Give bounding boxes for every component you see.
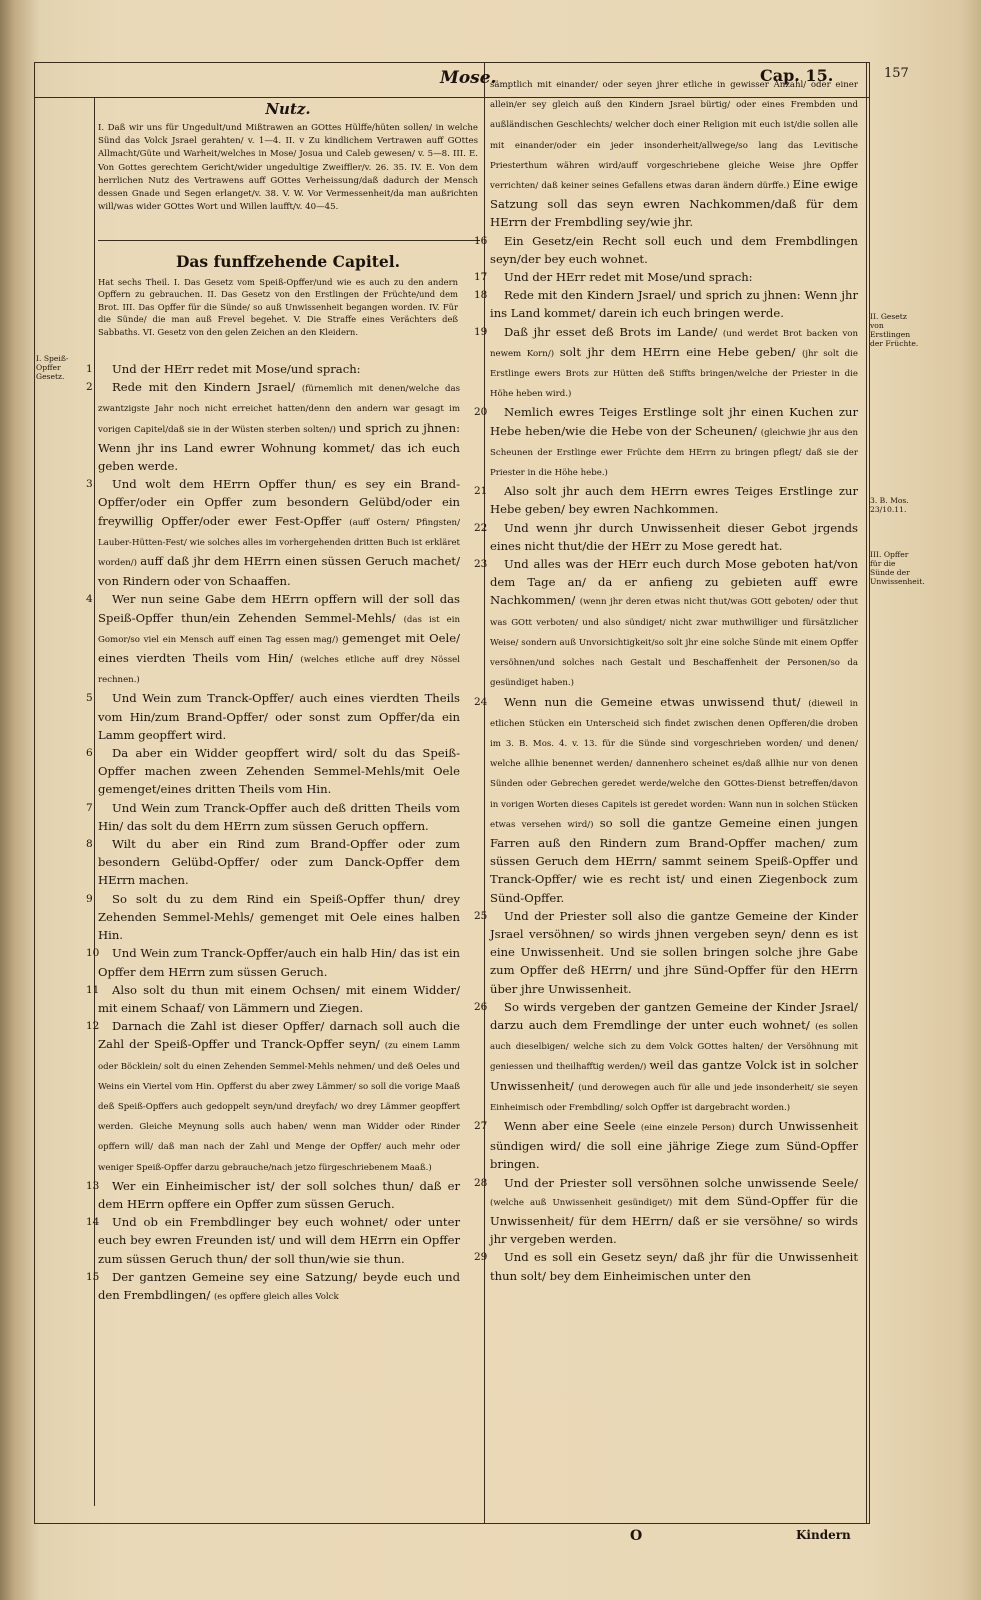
verse-number: 8 [86, 838, 93, 851]
verse [474, 998, 858, 1117]
nutz-rule [98, 240, 480, 241]
verse [86, 799, 460, 835]
right-text-column [474, 74, 859, 1494]
verse-text: Rede mit den Kindern Jsrael/ und sprich zu jhnen: Wenn jhr ins Land kommet/ darein ich euch bringen werde. [490, 288, 858, 321]
verse-number: 18 [474, 289, 488, 302]
verse-text: gemenget mit Oele/ eines vierdten Theils vom Hin/ [98, 630, 461, 666]
verse-text: Und der HErr redet mit Mose/und sprach: [504, 270, 753, 285]
verse-number: 11 [86, 983, 100, 996]
verse-number: 19 [474, 325, 488, 338]
verse-number: 21 [474, 485, 488, 498]
verse-text: Wenn aber eine Seele [504, 1118, 641, 1133]
verse-text: Daß jhr esset deß Brots im Lande/ [504, 324, 723, 339]
verse-text: Und der Priester soll also die gantze Gemeine der Kinder Jsrael versöhnen/ so wirds jhnen vergeben seyn/ denn es ist eine Unwissenheit. Und sie sollen bringen solche jhre Gabe zum Opffer deß HErrn/ und jhre Sünd-Opffer für den HErrn über jhre Unwissenheit. [490, 908, 858, 996]
verse-number: 2 [86, 381, 93, 394]
verse-text: Und wenn jhr durch Unwissenheit dieser Gebot jrgends eines nicht thut/die der HErr zu Mose geredt hat. [490, 520, 858, 553]
verse-number: 23 [474, 558, 488, 571]
verse-text: weil das gantze Volck ist in solcher Unwissenheit/ [490, 1058, 858, 1093]
verse-number: 9 [86, 892, 93, 905]
verse-number: 29 [474, 1251, 488, 1264]
chapter-title: Das funffzehende Capitel. [175, 252, 401, 271]
verse [86, 590, 461, 689]
verse-number: 17 [474, 271, 488, 284]
verse-number: 28 [474, 1176, 488, 1189]
verse [474, 693, 858, 907]
verse-gloss: (welche auß Unwissenheit gesündiget/) [490, 1197, 679, 1208]
verse-number: 15 [86, 1270, 100, 1283]
verse-text: Und es soll ein Gesetz seyn/ daß jhr für die Unwissenheit thun solt/ bey dem Einheimischen unter den [490, 1250, 858, 1283]
nutz-text: I. Daß wir uns für Ungedult/und Mißtrawen an GOttes Hülffe/hüten sollen/ in welche Sünd das Volck Jsrael gerahten/ v. 1—4. II. v Zu kindlichem Vertrawen auff GOttes Allmacht/Güte und Warheit/welches in Mose/ Josua und Caleb gewesen/ v. 5—8. III. E. Von Gottes gerechtem Gericht/wider ungedultige Zweiffler/v. 26. 35. IV. E. Von dem herrlichen Nutz des Vertrawens auff GOttes Verheissung/daß dadurch der Mensch dessen Gnade und Segen erlanget/v. 38. V. W. Vor Vermessenheit/da man außrichten will/was wider GOttes Wort und Willen laufft/v. 40—45. [98, 123, 478, 213]
verse-gloss: (es opffere gleich alles Volck [213, 1291, 339, 1302]
verse [86, 744, 460, 799]
verse [86, 1268, 460, 1306]
verse-number: 13 [86, 1179, 100, 1192]
left-margin-rule [94, 98, 95, 1506]
verse [474, 1174, 858, 1249]
verse-gloss: (auff Ostern/ Pfingsten/ Lauber-Hütten-Fest/ wie solches alles im vorhergehenden dritten Buch ist erkläret worden/) [98, 517, 460, 569]
verse-number: 3 [86, 478, 93, 491]
verse-text: Und wolt dem HErrn Opffer thun/ es sey ein Brand-Opffer/oder ein Opffer zum besondern Gelübd/oder ein freywillig Opffer/oder ewer Fest-Opffer [98, 477, 460, 528]
verse [86, 890, 460, 945]
verse-text: Und der Priester soll versöhnen solche unwissende Seele/ [504, 1175, 858, 1190]
verse-gloss: (es sollen auch dieselbigen/ welche sich zu dem Volck GOttes halten/ der Versöhnung mit geniessen und theilhafftig werden/) [490, 1021, 858, 1073]
verse-number: 16 [474, 234, 488, 247]
verse-gloss: (eine einzele Person) [640, 1122, 739, 1133]
verse-gloss: (und derowegen auch für alle und jede insonderheit/ sie seyen Einheimisch oder Frembdling/ solch Opffer ist dargebracht worden.) [490, 1082, 858, 1113]
verse-gloss: (wenn jhr deren etwas nicht thut/was GOtt geboten/ oder thut was GOtt verboten/ und also sündiget/ nicht zwar muthwilliger und fürsätzlicher Weise/ sondern auß Unvorsichtigkeit/so solt jhr eine solche Sünde mit einem Opffer versöhnen/und solches nach Gestalt und Beschaffenheit der Personen/so da gesündiget haben.) [490, 597, 858, 689]
verse-number: 5 [86, 692, 93, 705]
verse-number: 6 [86, 747, 93, 760]
verse-text: Da aber ein Widder geopffert wird/ solt du das Speiß-Opffer machen zween Zehenden Semmel-Mehls/mit Oele gemenget/eines dritten Theils vom Hin. [98, 746, 460, 797]
verse-gloss: sämptlich mit einander/ oder seyen jhrer etliche in gewisser Anzahl/ oder einer allein/er sey gleich auß den Kindern Jsrael bürtig/ oder eines Frembden und außländischen Geschlechts/ welcher doch einer Religion mit euch ist/die sollen alle mit einander/oder ein jeder insonderheit/allwege/so lang das Levitische Priesterthum währen wird/auff vorgeschriebene gleiche Weise jhre Opffer verrichten/ daß keiner seines Gefallens etwas daran ändern dürffe.) [490, 80, 858, 192]
verse-text: und sprich zu jhnen: Wenn jhr ins Land ewrer Wohnung kommet/ das ich euch geben werde. [98, 420, 460, 474]
verse-gloss: (dieweil in etlichen Stücken ein Unterscheid sich findet zwischen denen Opfferen/die droben im 3. B. Mos. 4. v. 13. für die Sünde sind vorgeschrieben worden/ und denen/ welche allhie benennet werden/ dannenhero scheinet es/daß allhie nur von denen Sünden oder Gebrechen geredet werde/welche den GOttes-Dienst betreffen/davon in vorigen Worten dieses Capitels ist geredet worden: Wann nun in solchen Stücken etwas versehen wird/) [490, 698, 858, 830]
verse-gloss: (und werdet Brot backen von newem Korn/) [490, 328, 859, 359]
verse-gloss: (jhr solt die Erstlinge ewers Brots zur Hütten deß Stiffts bringen/welche der Priester in die Höhe heben wird.) [490, 348, 858, 400]
verse [474, 403, 859, 482]
verse-number: 26 [474, 1000, 488, 1013]
verse [474, 232, 858, 268]
verse-text: Also solt du thun mit einem Ochsen/ mit einem Widder/ mit einem Schaaf/ von Lämmern und Ziegen. [98, 982, 460, 1015]
verse-text: Und alles was der HErr euch durch Mose geboten hat/von dem Tage an/ da er anfieng zu gebieten auff ewre Nachkommen/ [490, 557, 858, 608]
signature-mark: O [630, 1528, 643, 1544]
verse [86, 360, 460, 378]
verse [474, 519, 858, 555]
verse-text: Also solt jhr auch dem HErrn ewres Teiges Erstlinge zur Hebe geben/ bey ewren Nachkommen. [490, 484, 858, 517]
verse-text: So solt du zu dem Rind ein Speiß-Opffer thun/ drey Zehenden Semmel-Mehls/ gemenget mit Oele eines halben Hin. [98, 891, 460, 943]
verse [86, 944, 460, 980]
verse-number: 25 [474, 909, 488, 922]
verse-text: Und Wein zum Tranck-Opffer/ auch eines vierdten Theils vom Hin/zum Brand-Opffer/ oder sonst zum Opffer/da ein Lamm geopffert wird. [98, 691, 460, 742]
verse-text: Und Wein zum Tranck-Opffer auch deß dritten Theils vom Hin/ das solt du dem HErrn zum süssen Geruch opffern. [98, 800, 460, 833]
verse [86, 1017, 460, 1177]
verse-number: 12 [86, 1020, 100, 1033]
verse-text: Nemlich ewres Teiges Erstlinge solt jhr einen Kuchen zur Hebe heben/wie die Hebe von der Scheunen/ [490, 405, 858, 438]
verse [86, 378, 460, 475]
right-margin-rule [866, 62, 867, 1524]
verse-text: mit dem Sünd-Opffer für die Unwissenheit/ für dem HErrn/ daß er sie versöhne/ so wirds jhr vergeben werden. [490, 1193, 858, 1247]
left-text-column [86, 360, 461, 1500]
verse-text: auff daß jhr dem HErrn einen süssen Geruch machet/ von Rindern oder von Schaaffen. [98, 554, 460, 589]
verse-text: Der gantzen Gemeine sey eine Satzung/ beyde euch und den Frembdlingen/ [98, 1269, 460, 1302]
running-title: Mose. [440, 68, 497, 88]
verse [86, 1213, 460, 1268]
verse [474, 482, 858, 518]
verse-number: 10 [86, 947, 100, 960]
verse-number: 20 [474, 406, 488, 419]
verse-number: 4 [86, 593, 93, 606]
margin-note-speiss-opffer: I. Speiß-Opffer Gesetz. [36, 354, 69, 381]
verse [86, 689, 460, 744]
margin-note-suend-opffer: III. Opffer für die Sünde der Unwissenheit. [870, 550, 925, 586]
verse-gloss: (welches etliche auff drey Nössel rechnen.) [98, 655, 460, 686]
verse [86, 475, 460, 590]
verse [474, 555, 858, 692]
verse-text: Und ob ein Frembdlinger bey euch wohnet/ oder unter euch bey ewren Freunden ist/ und will dem HErrn ein Opffer zum süssen Geruch thun/ der soll thun/wie sie thun. [98, 1215, 460, 1266]
verse-text: durch Unwissenheit sündigen wird/ die soll eine jährige Ziege zum Sünd-Opffer bringen. [490, 1118, 858, 1172]
verse-text: Wer ein Einheimischer ist/ der soll solches thun/ daß er dem HErrn opffere ein Opffer zum süssen Geruch. [98, 1178, 460, 1211]
verse [86, 981, 460, 1017]
verse-gloss: (das ist ein Gomor/so viel ein Mensch auff einen Tag essen mag/) [98, 614, 460, 645]
verse-text: Wilt du aber ein Rind zum Brand-Opffer oder zum besondern Gelübd-Opffer/ oder zum Danck-Opffer dem HErrn machen. [98, 837, 460, 888]
verse-text: Ein Gesetz/ein Recht soll euch und dem Frembdlingen seyn/der bey euch wohnet. [490, 233, 858, 266]
margin-note-erstlinge: II. Gesetz von Erstlingen der Früchte. [870, 312, 919, 348]
verse-number: 27 [474, 1119, 488, 1132]
verse-gloss: (zu einem Lamm oder Böcklein/ solt du einen Zehenden Semmel-Mehls nehmen/ und deß Oeles und Weins ein Viertel vom Hin. Opfferst du aber zwey Lämmer/ so soll die vorige Maaß deß Speiß-Opffers auch gedoppelt seyn/und dreyfach/ wo drey Lämmer geopffert werden. Gleiche Meynung solls auch haben/ wenn man Widder oder Rinder opffern will/ daß man nach der Zahl und Menge der Opffer/ auch mehr oder weniger Speiß-Opffer darzu gebrauche/nach jetzo fürgeschriebenem Maaß.) [98, 1041, 460, 1173]
verse-number: 22 [474, 521, 488, 534]
verse [474, 907, 858, 998]
verse-gloss: (fürnemlich mit denen/welche das zwantzigste Jahr noch nicht erreichet hatten/denn den andern war gesagt im vorigen Capitel/daß sie in der Wüsten sterben solten/) [98, 384, 460, 435]
verse-text: Rede mit den Kindern Jsrael/ [112, 380, 302, 395]
verse [474, 268, 858, 286]
catchword: Kindern [796, 1528, 851, 1542]
verse-number: 7 [86, 801, 93, 814]
verse-text: Eine ewige Satzung soll das seyn ewren Nachkommen/daß für dem HErrn der Frembdling sey/wie jhr. [490, 177, 858, 230]
margin-note-bible-reference: 3. B. Mos. 23/10.11. [870, 496, 909, 514]
verse [474, 323, 859, 404]
nutz-heading: Nutz. [265, 100, 311, 118]
verse-text: solt jhr dem HErrn eine Hebe geben/ [559, 344, 802, 359]
verse-text: Wer nun seine Gabe dem HErrn opffern will der soll das Speiß-Opffer thun/ein Zehenden Semmel-Mehls/ [98, 592, 460, 625]
verse-text: Wenn nun die Gemeine etwas unwissend thut/ [504, 694, 809, 709]
verse [474, 1248, 858, 1284]
verse [490, 74, 858, 232]
chapter-header: Cap. 15. [760, 66, 834, 85]
verse-text: so soll die gantze Gemeine einen jungen Farren auß den Rindern zum Brand-Opffer machen/ zum süssen Geruch dem HErrn/ sammt seinem Speiß-Opffer und Tranck-Opffer/ wie es recht ist/ und einen Ziegenbock zum Sünd-Opffer. [490, 815, 858, 905]
verse [474, 286, 858, 322]
chapter-summary: Hat sechs Theil. I. Das Gesetz vom Speiß-Opffer/und wie es auch zu den andern Opffern zu gebrauchen. II. Das Gesetz von den Erstlingen der Früchte/und dem Brot. III. Das Opffer für die Sünde/ so auß Unwissenheit begangen worden. IV. Für die Sünde/ die man auß Frevel begehet. V. Die Straffe eines Verächters deß Sabbaths. VI. Gesetz von den gelen Zeichen an den Kleidern. [98, 277, 458, 337]
verse-number: 24 [474, 695, 488, 708]
verse [474, 1117, 858, 1174]
verse-number: 14 [86, 1216, 100, 1229]
verse-text: Darnach die Zahl ist dieser Opffer/ darnach soll auch die Zahl der Speiß-Opffer und Tranck-Opffer seyn/ [98, 1019, 460, 1052]
verse-text: So wirds vergeben der gantzen Gemeine der Kinder Jsrael/ darzu auch dem Fremdlinge der unter euch wohnet/ [490, 999, 858, 1032]
verse [86, 1177, 460, 1213]
verse-gloss: (gleichwie jhr aus den Scheunen der Erstlinge ewer Früchte dem HErrn zu bringen pflegt/ daß sie der Priester in die Höhe hebe.) [490, 427, 859, 479]
verse-text: Und der HErr redet mit Mose/und sprach: [112, 362, 361, 376]
verse [86, 835, 460, 890]
page-number: 157 [884, 66, 909, 81]
verse-number: 1 [86, 363, 93, 375]
verse-text: Und Wein zum Tranck-Opffer/auch ein halb Hin/ das ist ein Opffer dem HErrn zum süssen Geruch. [98, 946, 460, 979]
